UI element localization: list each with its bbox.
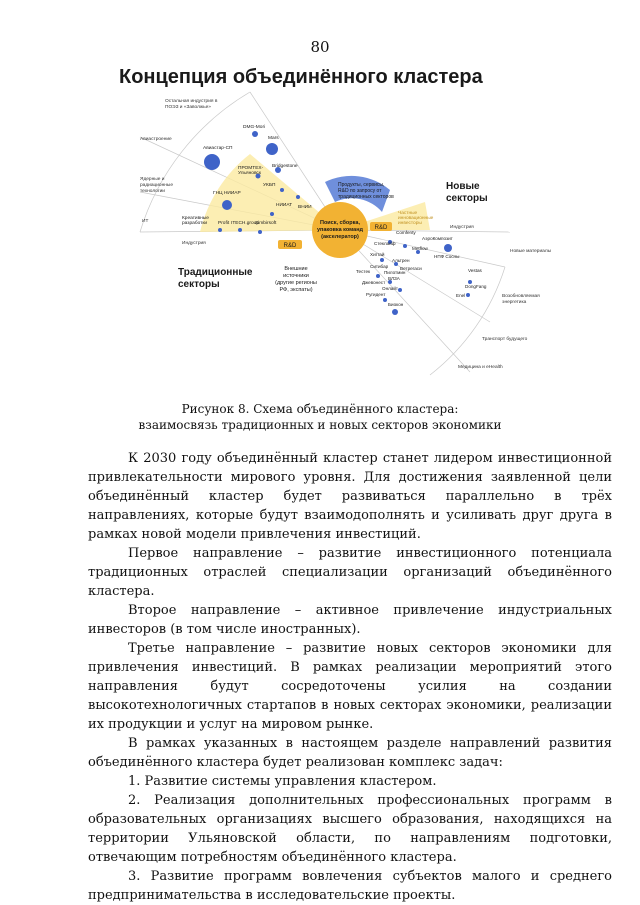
company-dongfang: DongFang: [465, 284, 487, 289]
industry-industry-right: Индустрия: [450, 225, 474, 230]
company-creative-1: Креативные: [182, 216, 209, 221]
caption-line-2: взаимосвязь традиционных и новых секторов экономики: [138, 418, 502, 432]
company-ukbp: УКБП: [263, 183, 276, 188]
paragraph-4: Третье направление – развитие новых секторов экономики для привлечения инвестиций. В рамках реализации мероприятий этого направления будут сосредоточены усилия на создании высокотехнологичных стартапов в новых секторах экономики, реализации их продукции и услуг на мировом рынке.: [88, 641, 612, 732]
industry-other-2: ПОЭЗ и «Заволжье»: [165, 105, 211, 110]
cluster-diagram: [100, 92, 552, 392]
external-2: источники: [283, 273, 309, 279]
company-vlza: ВЛЗА: [388, 276, 400, 281]
company-aerocomposit: АэроКомпозит: [422, 236, 453, 241]
industry-nuclear-1: Ядерные и: [140, 177, 165, 182]
company-profit: Profit: [218, 221, 230, 226]
external-4: РФ, экспаты): [279, 287, 313, 293]
figure-caption: [0, 401, 640, 433]
center-label-2: упаковка команд: [316, 227, 364, 233]
external-1: Внешние: [284, 266, 308, 272]
paragraph-6: 1. Развитие системы управления кластером.: [128, 774, 437, 789]
figure-title: Концепция объединённого кластера: [119, 66, 483, 88]
center-label-3: (акселератор): [321, 234, 359, 240]
company-enel: Enel: [456, 293, 466, 298]
company-vetregasi: Ветрегаси: [400, 266, 422, 271]
company-steklaif: Стеклайф: [374, 241, 396, 246]
industry-it: ИТ: [142, 219, 149, 224]
company-metflow: Metflow: [412, 246, 428, 251]
company-aviastar: Авиастар-СП: [203, 146, 233, 151]
company-niiat: НИИАТ: [276, 203, 293, 208]
industry-new-materials: Новые материалы: [510, 249, 552, 254]
investors-text-1: Частные: [398, 211, 418, 216]
company-altren: Альтрен: [392, 258, 410, 263]
industry-other-1: Остальная индустрия в: [165, 99, 218, 104]
company-simbirsoft: Simbirsoft: [255, 221, 277, 226]
rd-center-label: R&D: [374, 225, 388, 231]
company-bridgestone: Bridgestone: [272, 164, 298, 169]
paragraph-3: Второе направление – активное привлечение индустриальных инвесторов (в том числе иностранных).: [88, 603, 612, 637]
company-creative-2: разработки: [182, 221, 208, 226]
industry-aviastroenie: Авиастроение: [140, 137, 172, 142]
paragraph-8: 3. Развитие программ вовлечения субъектов малого и среднего предпринимательства в исследовательские проекты.: [88, 869, 612, 903]
center-label-1: Поиск, сборка,: [319, 220, 361, 226]
industry-transport: Транспорт будущего: [482, 337, 528, 342]
paragraph-7: 2. Реализация дополнительных профессиональных программ в образовательных организациях высшего образования, находящихся на территории Ульяновской области, по направлениям подготовки, отвечающим потребностям объединённого кластера.: [88, 793, 612, 865]
paragraph-5: В рамках указанных в настоящем разделе направлений развития объединённого кластера будет реализован комплекс задач:: [88, 736, 612, 770]
company-mars: Mars: [268, 136, 279, 141]
company-niiar: ГНЦ НИИАР: [213, 191, 241, 196]
external-3: (другие регионы: [275, 280, 317, 286]
paragraph-1: К 2030 году объединённый кластер станет лидером инвестиционной привлекательности мирового уровня. Для достижения заявленной цели объединённый кластер будет развиваться параллельно в трёх направлениях, которые будут взаимодополнять и усиливать друг друга в рамках новой модели привлечения инвестиций.: [88, 451, 612, 542]
company-promtech-1: ПРОМТЕХ-: [238, 166, 264, 171]
company-hitgai: Хитгай: [370, 252, 385, 257]
body-text: [88, 449, 612, 905]
industry-renewable-2: энергетика: [502, 300, 527, 305]
company-itech: ITECH.group: [231, 221, 259, 226]
company-dzhevonest: Джевонест: [362, 280, 386, 285]
company-rugident: Ругидент: [366, 292, 386, 297]
products-text-3: традиционных секторов: [338, 194, 394, 200]
company-promtech-2: Ульяновск: [238, 171, 261, 176]
new-label-2: секторы: [446, 193, 488, 204]
new-label-1: Новые: [446, 181, 480, 192]
products-text-2: R&D по запросу от: [338, 188, 382, 194]
company-vnii: ВНИИ: [298, 205, 312, 210]
investors-text-2: инновационные: [398, 216, 434, 221]
company-testek: Тестек: [356, 269, 371, 274]
company-onlait: Онлайт: [382, 286, 399, 291]
paragraph-2: Первое направление – развитие инвестиционного потенциала традиционных отраслей специализации организаций объединённого кластера.: [88, 546, 612, 599]
products-text-1: Продукты, сервисы,: [338, 182, 385, 188]
industry-industry-left: Индустрия: [182, 241, 206, 246]
company-vestas: Vestas: [468, 268, 482, 273]
caption-line-1: Рисунок 8. Схема объединённого кластера:: [181, 402, 459, 416]
company-sitibar: Ситибар: [370, 264, 389, 269]
company-comfenty: Comfenty: [396, 230, 416, 235]
industry-nuclear-3: технологии: [140, 189, 165, 194]
company-biokon: Биокон: [388, 302, 404, 307]
company-npf: НПФ Сосны: [434, 254, 460, 259]
investors-text-3: инвесторы: [398, 221, 422, 226]
traditional-label-1: Традиционные: [178, 267, 253, 278]
company-pilotmin: Пилотмин: [384, 270, 406, 275]
page-number: 80: [310, 38, 330, 56]
traditional-label-2: секторы: [178, 279, 220, 290]
industry-renewable-1: Возобновляемая: [502, 294, 540, 299]
company-dmg: DMG-Mori: [243, 125, 266, 130]
industry-nuclear-2: радиационные: [140, 183, 173, 188]
industry-medicine: Медицина и eHealth: [458, 365, 503, 370]
rd-left-label: R&D: [283, 243, 297, 249]
